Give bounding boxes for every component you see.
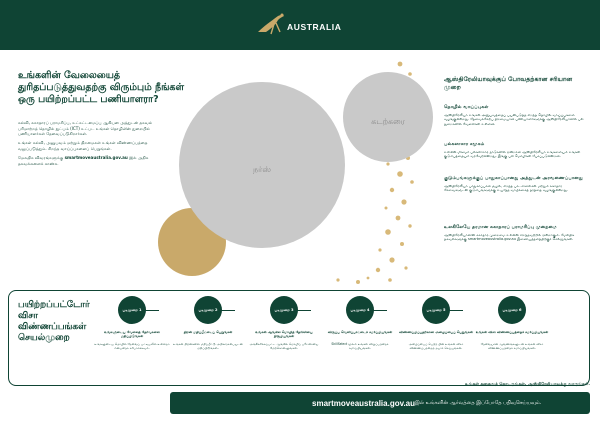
benefit-heading: குடும்பங்களுக்குப் பாதுகாப்பானது அத்துடன் அரவணைப்பானது — [444, 176, 583, 181]
step-title: விண்ணப்பிப்பதற்கான அழைப்பைப் பெறுங்கள் — [399, 330, 473, 334]
benefit-body: ஆஸ்திரேலியாவின் சுகாதார முறைமை உலகின் சிறந்தவற்றில் ஒன்றாகும். மேலதிக தகவல்களுக்கு smartmoveaustralia.gov.au இணையத்தளத்திற்குச் செல்லுங்கள். — [444, 232, 575, 242]
step-badge: படிமுறை 3 — [270, 296, 298, 324]
page-headline: உங்களின் வேலையைத் துரிதப்படுத்துவதற்கு விரும்பும் நீங்கள் ஒரு பயிற்றப்பட்ட பணியாளரா? — [18, 70, 185, 105]
step-badge: படிமுறை 6 — [498, 296, 526, 324]
right-column-title: ஆஸ்திரேலியாவுக்குப் போவதற்கான சரியான முறை — [444, 76, 573, 92]
intro-link-lead: மேலதிக விவரங்களுக்கு — [18, 154, 64, 160]
process-title: பயிற்றப்பட்டோர் விசா விண்ணப்பங்கள் செயல்முறை — [18, 300, 90, 343]
benefit-body: உலகின் மிகவும் பல்கலாசார நாடுகளில் ஒன்றான ஆஸ்திரேலியா உங்களையும் உங்கள் குடும்பத்தையும் வரவேற்கின்றது. இங்கு பல மொழிகள் பேசப்படுகின்றன. — [444, 149, 581, 159]
benefit-section — [444, 105, 586, 126]
benefit-heading: தொழில் வாய்ப்புகள் — [444, 105, 489, 110]
website-link[interactable]: smartmoveaustralia.gov.au — [64, 154, 128, 160]
step-badge: படிமுறை 1 — [118, 296, 146, 324]
footer-website-link[interactable]: smartmoveaustralia.gov.au — [312, 399, 416, 408]
benefit-heading: உலகிலேயே தரமான சுகாதாரப் பராமரிப்பு முறைமை — [444, 225, 557, 230]
step-description: அங்கீகரிக்கப்பட்ட ஆங்கில மொழிப் பரீட்சையை மேற்கொள்ளுங்கள். — [249, 342, 319, 351]
step-title: உங்களுடைய வேலைத் தேர்வுகளை மதிப்பிடுங்கள் — [104, 330, 160, 339]
top-banner — [0, 0, 600, 50]
step-badge: படிமுறை 4 — [346, 296, 374, 324]
intro-paragraph: கல்வி, சுகாதாரப் பராமரிப்பு, உட்கட்டமைப்பு ஆகியன அத்துடன் தகவல் பரிமாற்றத் தொழில் நுட்பம் (ICT) உட்பட உங்கள் தொழிலின் துறையில் பணியாளர்கள் தேவைப்படுகிறார்கள். — [18, 120, 153, 137]
brand-wordmark: AUSTRALIA — [287, 22, 342, 32]
photo-placeholder-label: கடற்கரை — [371, 117, 405, 126]
intro-paragraph: உங்கள் கல்வி, அனுபவம் மற்றும் திறமைகள் உங்கள் விண்ணப்பத்தை வலுப்படுத்தும். சிறந்த வாய்ப்புகளைப் பெறுங்கள். — [18, 140, 148, 151]
step-title: விருப்ப வெளிப்பாட்டைச் சமர்ப்பியுங்கள் — [327, 330, 393, 334]
step-description: உங்களுடைய தொழில் தேவைப் பட்டியலில் உள்ளதா என்பதைச் சரிபார்க்கவும். — [94, 342, 170, 351]
step-description: தேவையான ஆவணங்களுடன் உங்கள் விசா விண்ணப்பத்தைச் சமர்ப்பியுங்கள். — [480, 342, 544, 351]
intro-paragraph — [18, 155, 168, 166]
step-title: உங்கள் ஆங்கில மொழித் தேர்ச்சியை நிரூபியுங்கள் — [255, 330, 313, 339]
benefit-section — [444, 225, 586, 242]
photo-placeholder-label: நர்ஸ் — [253, 165, 271, 174]
benefit-section — [444, 142, 586, 159]
step-description: அழைப்பைப் பெற்ற பின் உங்கள் விசா விண்ணப்பத்தைத் தயார் செய்யுங்கள். — [408, 342, 464, 351]
step-description: உங்கள் திறன்களை மதிப்பீட்டு அதிகாரசபையுடன் மதிப்பிடுங்கள். — [173, 342, 243, 351]
benefit-heading: பல்கலாசார சமூகம் — [444, 142, 485, 147]
intro-text — [18, 120, 168, 170]
closing-note: உங்கள் கனவைத் தொடருங்கள். ஆஸ்திரேலியாவுக்கு வாருங்கள். — [465, 381, 590, 386]
step-title: திறன் மதிப்பீட்டைப் பெறுங்கள் — [183, 330, 233, 334]
benefit-body: ஆஸ்திரேலியா பாதுகாப்பான சூழல், சிறந்த பாடசாலைகள் மற்றும் சுகாதார சேவைகளுடன் குடும்பங்களுக்கு உயர்ந்த வாழ்க்கைத் தரத்தை வழங்குகின்றது. — [444, 183, 569, 193]
kangaroo-icon — [256, 10, 286, 38]
step-badge: படிமுறை 5 — [422, 296, 450, 324]
footer-call-to-action: இல் உங்களின் ஆர்வத்தை இப்போதே பதிவுசெய்யவும். — [415, 400, 542, 406]
benefit-section — [444, 176, 586, 193]
step-title: உங்கள் விசா விண்ணப்பத்தைச் சமர்ப்பியுங்கள் — [475, 330, 549, 334]
nurse-photo — [179, 82, 345, 248]
australia-logo — [256, 10, 348, 40]
beach-photo — [343, 72, 433, 162]
step-description: SkillSelect மூலம் உங்கள் விருப்பத்தைச் சமர்ப்பியுங்கள். — [331, 342, 389, 351]
step-badge: படிமுறை 2 — [194, 296, 222, 324]
intro-link-tail: இல் அதிக தகவல்களைக் காண்க. — [18, 154, 149, 166]
benefit-body: ஆஸ்திரேலியா உங்கள் அனுபவத்தைப் பயன்படுத்த சிறந்த தொழில் வாய்ப்புகளை வழங்குகின்றது. தேவைக்கேற்ப திறமையான பணியாளர்களுக்கு ஆஸ்திரேலியாவில் பல துறைகளில் வேலைகள் உள்ளன. — [444, 112, 584, 126]
